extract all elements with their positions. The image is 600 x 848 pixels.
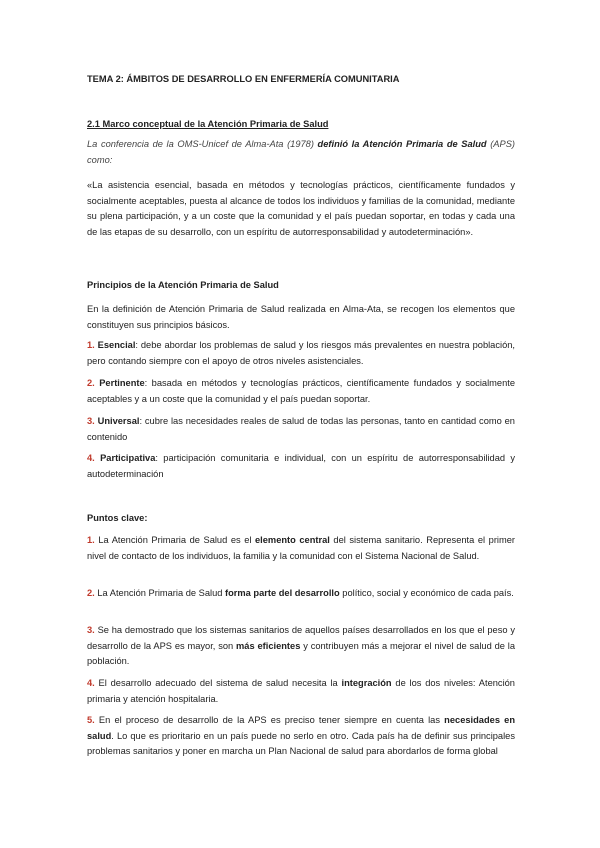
key-point-text-a: En el proceso de desarrollo de la APS es preciso tener siempre en cuenta las [94,715,445,725]
key-point-highlight: más eficientes [236,640,301,651]
principles-intro: En la definición de Atención Primaria de Salud realizada en Alma-Ata, se recogen los elementos que constituyen sus principios básicos. [87,304,515,330]
key-point-highlight: necesidades en salud [87,715,516,741]
principle-text: : participación comunitaria e individual, con un espíritu de autorresponsabilidad y autodeterminación [87,453,515,479]
key-point-item [87,586,515,602]
principle-item [87,376,515,407]
principle-text: : basada en métodos y tecnologías prácticos, científicamente fundados y socialmente aceptables y a un coste que la comunidad y el país puedan soportar. [87,378,516,404]
principle-text: : debe abordar los problemas de salud y los riesgos más prevalentes en nuestra población, pero contando siempre con el apoyo de otros niveles asistenciales. [87,340,515,366]
definition-quote: «La asistencia esencial, basada en métodos y tecnologías prácticos, científicamente fundados y socialmente aceptables, puesta al alcance de todos los individuos y familias de la comunidad, mediante su plena participación, y a un coste que la comunidad y el país puedan soportar, en todas y cada una de las etapas de su desarrollo, con un espíritu de autorresponsabilidad y autodeterminación». [87,180,515,237]
key-point-text-c: del sistema sanitario. Representa el primer nivel de contacto de los individuos, la familia y la comunidad con el Sistema Nacional de Salud. [87,535,515,561]
intro-text-c: (APS) como: [87,139,515,165]
conference-intro [87,137,515,168]
principle-term: Pertinente [99,378,145,388]
key-point-highlight: integración [341,678,392,688]
key-point-number: 1. [87,535,95,545]
principle-number: 1. [87,340,95,350]
principle-term: Universal [97,416,140,426]
key-point-number: 2. [87,588,95,598]
key-point-item [87,676,515,707]
key-point-item [87,533,515,564]
key-points-heading: Puntos clave: [87,513,148,523]
principle-number: 2. [87,378,95,388]
key-point-number: 5. [87,715,95,725]
key-point-text-c: político, social y económico de cada país. [339,588,514,598]
principle-text: : cubre las necesidades reales de salud de todas las personas, tanto en cantidad como en contenido [87,416,515,442]
key-point-number: 4. [87,678,95,688]
section-heading: 2.1 Marco conceptual de la Atención Primaria de Salud [87,119,329,129]
principle-item [87,451,515,482]
key-point-text-a: Se ha demostrado que los sistemas sanitarios de aquellos países desarrollados en los que el peso y desarrollo de la APS es mayor, son [87,625,515,651]
document-title: TEMA 2: ÁMBITOS DE DESARROLLO EN ENFERMERÍA COMUNITARIA [87,74,400,84]
intro-text-bold: definió la Atención Primaria de Salud [317,139,487,149]
key-point-text-c: . Lo que es prioritario en un país puede no serlo en otro. Cada país ha de definir sus principales problemas sanitarios y poner en marcha un Plan Nacional de salud para abordarlos de forma global [87,730,515,756]
intro-text-a: La conferencia de la OMS-Unicef de Alma-Ata (1978) [87,139,318,149]
principle-term: Participativa [100,453,156,463]
key-point-item [87,623,515,670]
principles-heading: Principios de la Atención Primaria de Salud [87,280,279,290]
key-point-number: 3. [87,625,95,635]
key-point-item [87,713,515,760]
principle-number: 4. [87,453,95,463]
key-point-text-a: La Atención Primaria de Salud [94,588,225,598]
key-point-highlight: forma parte del desarrollo [225,588,340,598]
key-point-text-a: La Atención Primaria de Salud es el [94,535,255,545]
key-point-text-c: y contribuyen más a mejorar el nivel de salud de la población. [87,640,515,666]
principle-term: Esencial [97,340,136,350]
principle-number: 3. [87,416,95,426]
key-point-text-c: de los dos niveles: Atención primaria y atención hospitalaria. [87,678,515,704]
key-point-highlight: elemento central [255,535,330,545]
principle-item [87,414,515,445]
principle-item [87,338,515,369]
key-point-text-a: El desarrollo adecuado del sistema de salud necesita la [94,678,342,688]
